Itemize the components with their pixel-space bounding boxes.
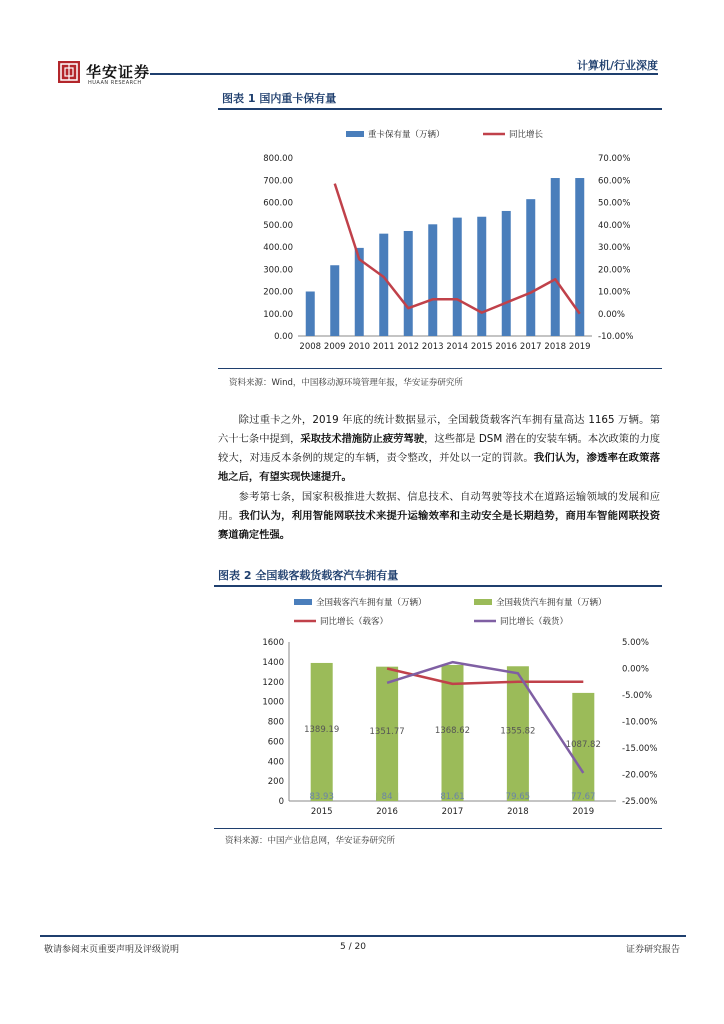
y-left-tick-label: 300.00 xyxy=(263,265,293,276)
y-right-tick-label: 30.00% xyxy=(598,243,631,253)
series-line xyxy=(387,669,583,684)
x-tick-label: 2017 xyxy=(441,807,464,817)
legend-swatch xyxy=(346,131,364,137)
figure2-bottom-rule xyxy=(214,828,662,829)
y-right-tick-label: 70.00% xyxy=(598,154,631,164)
data-label: 1087.82 xyxy=(565,739,601,750)
legend-label: 同比增长（载货） xyxy=(500,617,569,627)
data-label: 83.93 xyxy=(309,792,334,802)
legend-label: 重卡保有量（万辆） xyxy=(368,130,445,140)
y-left-tick-label: 500.00 xyxy=(263,220,293,231)
x-tick-label: 2016 xyxy=(376,807,398,817)
logo-text: 华安证券 xyxy=(86,63,151,81)
p1-text-a: 除过重卡之外，2019 年底的统计数据显示，全国载货载客汽车拥有量高达 1165 万辆。第六十七条中提到， xyxy=(218,414,660,445)
y-right-tick-label: 0.00% xyxy=(598,309,626,320)
y-left-tick-label: 400 xyxy=(267,757,284,768)
data-label: 84 xyxy=(381,792,393,802)
x-tick-label: 2017 xyxy=(519,342,542,352)
y-left-tick-label: 400.00 xyxy=(263,243,293,253)
figure2-source: 资料来源：中国产业信息网，华安证券研究所 xyxy=(225,836,396,846)
data-label: 1351.77 xyxy=(369,726,405,737)
y-left-tick-label: 1000 xyxy=(262,697,284,708)
data-label: 79.65 xyxy=(505,792,531,802)
footer-disclaimer: 敬请参阅末页重要声明及评级说明 xyxy=(44,945,180,955)
y-left-tick-label: 200 xyxy=(267,777,284,788)
y-right-tick-label: -20.00% xyxy=(622,770,658,781)
y-left-tick-label: 100.00 xyxy=(263,309,293,320)
bar xyxy=(453,218,462,336)
y-right-tick-label: 5.00% xyxy=(622,638,650,648)
x-tick-label: 2015 xyxy=(470,342,493,352)
series-line xyxy=(387,662,583,773)
y-right-tick-label: 20.00% xyxy=(598,265,631,276)
y-left-tick-label: 0.00 xyxy=(274,332,293,342)
bar xyxy=(428,224,437,336)
bar xyxy=(330,265,339,336)
x-tick-label: 2008 xyxy=(299,342,322,352)
x-tick-label: 2010 xyxy=(348,342,371,352)
legend-label: 全国载货汽车拥有量（万辆） xyxy=(496,598,607,608)
bar xyxy=(477,217,486,336)
data-label: 81.61 xyxy=(440,792,465,802)
y-right-tick-label: 40.00% xyxy=(598,220,631,231)
y-right-tick-label: 50.00% xyxy=(598,198,631,209)
y-left-tick-label: 1600 xyxy=(262,638,284,648)
x-tick-label: 2009 xyxy=(323,342,346,352)
data-label: 1368.62 xyxy=(434,725,471,736)
footer-report-type: 证券研究报告 xyxy=(625,945,680,955)
logo-subtext: HUAAN RESEARCH xyxy=(88,80,142,86)
p2-text-a: 参考第七条，国家积极推进大数据、信息技术、自动驾驶等技术在道路运输领域的发展和应用。 xyxy=(218,491,660,522)
p1-bold-d: 我们认为，渗透率在政策落地之后，有望实现快速提升。 xyxy=(218,452,661,483)
legend-label: 同比增长（载客） xyxy=(320,617,389,627)
y-right-tick-label: 60.00% xyxy=(598,176,631,187)
bar xyxy=(502,211,511,336)
p1-bold-b: 采取技术措施防止疲劳驾驶 xyxy=(300,433,425,445)
y-left-tick-label: 1400 xyxy=(262,657,284,668)
data-label: 77.67 xyxy=(571,792,596,802)
x-tick-label: 2015 xyxy=(310,807,333,817)
data-label: 1389.19 xyxy=(304,724,340,735)
legend-label: 全国载客汽车拥有量（万辆） xyxy=(316,598,427,608)
y-right-tick-label: -5.00% xyxy=(622,691,653,701)
header-rule xyxy=(150,73,658,75)
x-tick-label: 2019 xyxy=(572,807,595,817)
y-right-tick-label: 10.00% xyxy=(598,287,631,298)
x-tick-label: 2016 xyxy=(495,342,518,352)
y-left-tick-label: 200.00 xyxy=(263,287,293,298)
footer-rule xyxy=(40,935,686,937)
y-left-tick-label: 600.00 xyxy=(263,198,293,209)
y-right-tick-label: -15.00% xyxy=(622,744,658,754)
legend-swatch xyxy=(294,599,312,605)
logo-mark xyxy=(58,61,80,83)
x-tick-label: 2013 xyxy=(421,342,444,352)
y-left-tick-label: 700.00 xyxy=(263,176,293,187)
bar xyxy=(306,292,315,337)
figure1-source: 资料来源：Wind，中国移动源环境管理年报，华安证券研究所 xyxy=(229,378,463,388)
x-tick-label: 2011 xyxy=(372,342,395,352)
y-right-tick-label: -10.00% xyxy=(598,332,634,342)
chart-heavy-truck xyxy=(218,112,662,364)
legend-label: 同比增长 xyxy=(509,130,544,140)
figure2-top-rule xyxy=(214,585,662,587)
y-left-tick-label: 1200 xyxy=(262,677,284,688)
bar xyxy=(526,199,535,336)
y-right-tick-label: 0.00% xyxy=(622,664,650,675)
y-right-tick-label: -10.00% xyxy=(622,717,658,728)
y-left-tick-label: 800 xyxy=(267,717,284,728)
x-tick-label: 2018 xyxy=(544,342,567,352)
x-tick-label: 2018 xyxy=(507,807,529,817)
body-paragraph-1 xyxy=(218,411,660,487)
figure1-top-rule xyxy=(218,108,662,110)
y-left-tick-label: 600 xyxy=(267,737,284,748)
x-tick-label: 2012 xyxy=(397,342,420,352)
x-tick-label: 2014 xyxy=(446,342,469,352)
figure1-bottom-rule xyxy=(218,368,662,369)
p2-bold-b: 我们认为，利用智能网联技术来提升运输效率和主动安全是长期趋势，商用车智能网联投资赛道确定性强。 xyxy=(218,510,661,541)
chart-vehicle-ownership xyxy=(214,588,662,826)
figure2-title: 图表 2 全国载客载货载客汽车拥有量 xyxy=(218,569,399,582)
bar xyxy=(404,231,413,336)
data-label: 1355.82 xyxy=(500,726,536,737)
bar xyxy=(551,178,560,336)
bar xyxy=(379,234,388,336)
legend-swatch xyxy=(474,599,492,605)
header-title: 计算机/行业深度 xyxy=(576,59,658,72)
y-right-tick-label: -25.00% xyxy=(622,797,658,807)
body-paragraph-2 xyxy=(218,488,660,545)
x-tick-label: 2019 xyxy=(568,342,591,352)
page-number: 5 / 20 xyxy=(340,942,366,952)
figure1-title: 图表 1 国内重卡保有量 xyxy=(222,92,337,105)
y-left-tick-label: 800.00 xyxy=(263,154,293,164)
y-left-tick-label: 0 xyxy=(278,797,284,807)
p1-text-c: ，这些都是 DSM 潜在的安装车辆。本次政策的力度较大，对违反本条例的规定的车辆，责令整改，并处以一定的罚款。 xyxy=(218,433,661,464)
